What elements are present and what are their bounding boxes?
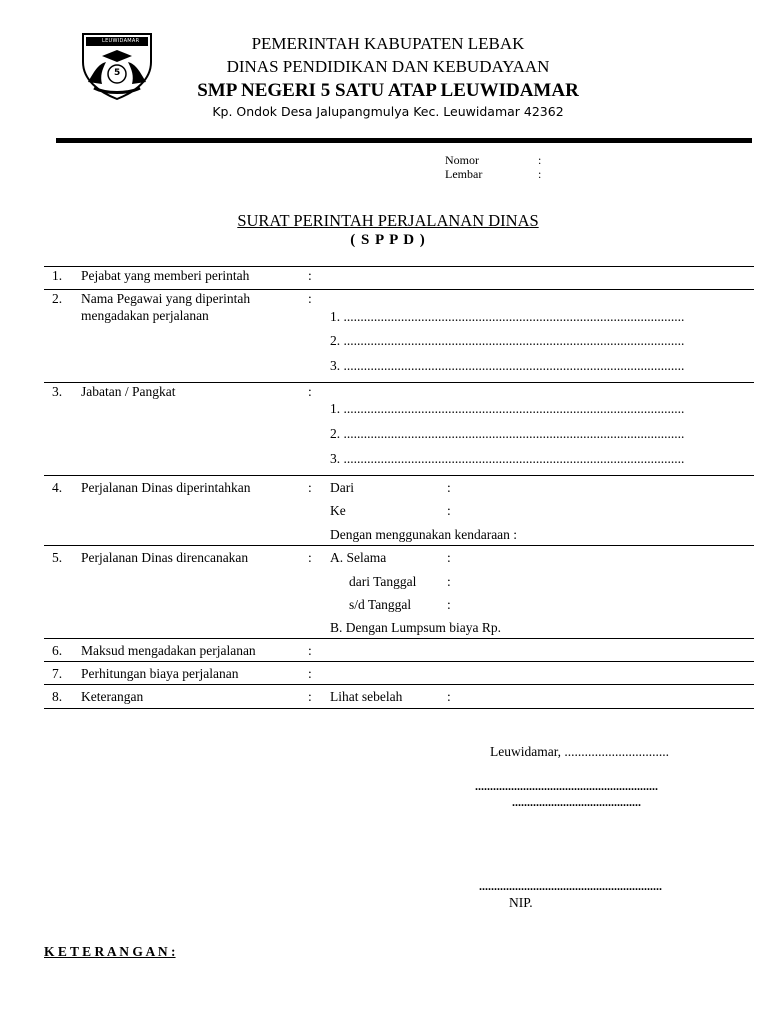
row2-label-line1: Nama Pegawai yang diperintah	[81, 291, 251, 306]
nomor-label: Nomor	[445, 153, 479, 167]
row8-value: Lihat sebelah	[330, 689, 403, 704]
row4-kendaraan-label: Dengan menggunakan kendaraan :	[330, 527, 518, 542]
row7-colon: :	[308, 666, 312, 681]
row5-sd-tanggal-label: s/d Tanggal	[349, 597, 412, 612]
row4-colon: :	[308, 480, 312, 495]
document-title: SURAT PERINTAH PERJALANAN DINAS	[237, 211, 539, 230]
row5-selama-label: A. Selama	[330, 550, 387, 565]
row5-dari-tanggal-label: dari Tanggal	[349, 574, 417, 589]
letterhead-address: Kp. Ondok Desa Jalupangmulya Kec. Leuwidamar 42362	[212, 104, 564, 119]
row5-sd-tanggal-colon: :	[447, 597, 451, 612]
row8-colon: :	[308, 689, 312, 704]
row2-item-1: 1. .....................................................................................................	[330, 309, 685, 324]
row3-item-2: 2. .....................................................................................................	[330, 426, 685, 441]
row2-number: 2.	[52, 291, 63, 306]
signature-name-line: .............................................................	[479, 879, 662, 893]
row5-lumpsum-label: B. Dengan Lumpsum biaya Rp.	[330, 620, 501, 635]
logo-text: LEUWIDAMAR	[102, 38, 140, 44]
letterhead-divider	[56, 138, 752, 143]
table-line-bottom	[44, 708, 754, 709]
row8-number: 8.	[52, 689, 63, 704]
table-line-7	[44, 684, 754, 685]
table-line-4	[44, 545, 754, 546]
logo-number: 5	[114, 68, 121, 78]
row2-label-line2: mengadakan perjalanan	[81, 308, 209, 323]
letterhead-line2: DINAS PENDIDIKAN DAN KEBUDAYAAN	[226, 57, 550, 76]
lembar-colon: :	[538, 167, 542, 181]
lembar-label: Lembar	[445, 167, 483, 181]
row5-label: Perjalanan Dinas direncanakan	[81, 550, 249, 565]
letterhead-school-name: SMP NEGERI 5 SATU ATAP LEUWIDAMAR	[197, 80, 579, 101]
row6-colon: :	[308, 643, 312, 658]
row4-dari-colon: :	[447, 480, 451, 495]
row2-item-2: 2. .....................................................................................................	[330, 333, 685, 348]
row7-number: 7.	[52, 666, 63, 681]
signature-title-line1: .............................................................	[475, 779, 658, 793]
row2-item-3: 3. .....................................................................................................	[330, 358, 685, 373]
row3-colon: :	[308, 384, 312, 399]
row3-item-3: 3. .....................................................................................................	[330, 451, 685, 466]
row8-label: Keterangan	[81, 689, 144, 704]
row7-label: Perhitungan biaya perjalanan	[81, 666, 239, 681]
signature-title-line2: ...........................................	[512, 795, 641, 809]
signature-place-date: Leuwidamar, ...............................	[490, 744, 670, 759]
row4-dari-label: Dari	[330, 480, 354, 495]
table-line-3	[44, 475, 754, 476]
table-line-1	[44, 289, 754, 290]
row5-dari-tanggal-colon: :	[447, 574, 451, 589]
signature-nip: NIP.	[509, 895, 533, 910]
row3-label: Jabatan / Pangkat	[81, 384, 176, 399]
table-line-5	[44, 638, 754, 639]
row6-label: Maksud mengadakan perjalanan	[81, 643, 256, 658]
row2-colon: :	[308, 291, 312, 306]
row4-ke-colon: :	[447, 503, 451, 518]
table-line-6	[44, 661, 754, 662]
document-subtitle: ( S P P D )	[350, 232, 426, 248]
row1-number: 1.	[52, 268, 63, 283]
row3-number: 3.	[52, 384, 63, 399]
table-line-2	[44, 382, 754, 383]
table-line-top	[44, 266, 754, 267]
nomor-colon: :	[538, 153, 542, 167]
keterangan-heading: K E T E R A N G A N :	[44, 944, 176, 959]
row3-item-1: 1. .....................................................................................................	[330, 401, 685, 416]
row8-value-colon: :	[447, 689, 451, 704]
row4-number: 4.	[52, 480, 63, 495]
row5-number: 5.	[52, 550, 63, 565]
row4-ke-label: Ke	[330, 503, 346, 518]
letterhead-line1: PEMERINTAH KABUPATEN LEBAK	[251, 34, 525, 53]
row6-number: 6.	[52, 643, 63, 658]
row1-label: Pejabat yang memberi perintah	[81, 268, 250, 283]
row5-selama-colon: :	[447, 550, 451, 565]
row5-colon: :	[308, 550, 312, 565]
row4-label: Perjalanan Dinas diperintahkan	[81, 480, 251, 495]
row1-colon: :	[308, 268, 312, 283]
